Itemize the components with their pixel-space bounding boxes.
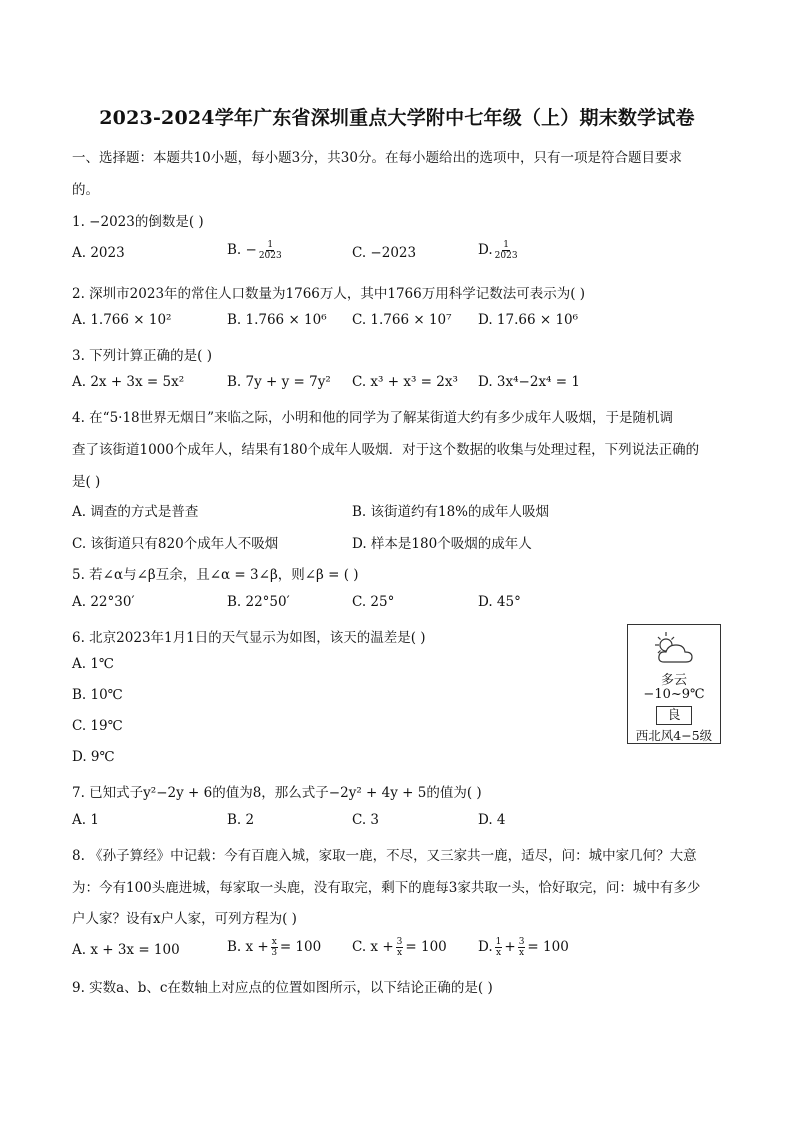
section-instruction-cont: 的。 xyxy=(72,182,99,198)
q6-option-d: D. 9℃ xyxy=(72,749,115,765)
question-8-stem-end: 户人家？设有x户人家，可列方程为( ) xyxy=(72,911,297,927)
q7-option-d: D. 4 xyxy=(478,812,506,828)
fraction: $\frac{1}{2023}$ xyxy=(494,240,518,261)
q2-option-d: D. 17.66 × 10⁶ xyxy=(478,312,579,328)
q2-option-c: C. 1.766 × 10⁷ xyxy=(352,312,452,328)
question-8-stem: 8. 《孙子算经》中记载：今有百鹿入城，家取一鹿，不尽，又三家共一鹿，适尽，问：城中家几何？大意 xyxy=(72,848,697,864)
q1-option-b: B. − $\frac{1}{2023}$ xyxy=(227,240,282,261)
q3-option-a: A. 2x + 3x = 5x² xyxy=(72,374,185,390)
weather-temperature: −10~9℃ xyxy=(643,687,705,702)
question-8-stem-cont: 为：今有100头鹿进城，每家取一头鹿，没有取完，剩下的鹿每3家共取一头，恰好取完，问：城中有多少 xyxy=(72,880,701,896)
section-instruction: 一、选择题：本题共10小题，每小题3分，共30分。在每小题给出的选项中，只有一项是符合题目要求 xyxy=(72,150,682,166)
q5-option-c: C. 25° xyxy=(352,594,395,610)
q8-option-a: A. x + 3x = 100 xyxy=(72,942,180,958)
q8-option-b: B. x + $\frac{x}{3}$ = 100 xyxy=(227,937,322,958)
q4-option-c: C. 该街道只有820个成年人不吸烟 xyxy=(72,536,279,552)
q3-option-d: D. 3x⁴−2x⁴ = 1 xyxy=(478,374,580,390)
q3-option-b: B. 7y + y = 7y² xyxy=(227,374,331,390)
page-title: 2023-2024学年广东省深圳重点大学附中七年级（上）期末数学试卷 xyxy=(99,107,695,129)
fraction: $\frac{x}{3}$ xyxy=(271,937,278,958)
question-4-stem-cont: 查了该街道1000个成年人，结果有180个成年人吸烟．对于这个数据的收集与处理过程，下列说法正确的 xyxy=(72,442,700,458)
q2-option-b: B. 1.766 × 10⁶ xyxy=(227,312,327,328)
fraction: $\frac{1}{x}$ xyxy=(495,937,502,958)
q7-option-a: A. 1 xyxy=(72,812,99,828)
q6-option-c: C. 19℃ xyxy=(72,718,123,734)
question-7-stem: 7. 已知式子y²−2y + 6的值为8，那么式子−2y² + 4y + 5的值为( ) xyxy=(72,785,482,801)
air-quality-badge: 良 xyxy=(656,706,692,725)
question-4-stem-end: 是( ) xyxy=(72,474,101,490)
q6-option-b: B. 10℃ xyxy=(72,687,123,703)
q5-option-b: B. 22°50′ xyxy=(227,594,290,610)
q8-option-c: C. x + $\frac{3}{x}$ = 100 xyxy=(352,937,447,958)
q4-option-d: D. 样本是180个吸烟的成年人 xyxy=(352,536,532,552)
question-4-stem: 4. 在“5·18世界无烟日”来临之际，小明和他的同学为了解某街道大约有多少成年人吸烟，于是随机调 xyxy=(72,410,674,426)
q1-option-d: D. $\frac{1}{2023}$ xyxy=(478,240,518,261)
q3-option-c: C. x³ + x³ = 2x³ xyxy=(352,374,458,390)
fraction: $\frac{3}{x}$ xyxy=(396,937,403,958)
q1-option-a: A. 2023 xyxy=(72,245,125,261)
q5-option-a: A. 22°30′ xyxy=(72,594,135,610)
weather-card xyxy=(627,624,721,744)
question-9-stem: 9. 实数a、b、c在数轴上对应点的位置如图所示，以下结论正确的是( ) xyxy=(72,980,493,996)
q5-option-d: D. 45° xyxy=(478,594,521,610)
q7-option-b: B. 2 xyxy=(227,812,255,828)
q1-option-c: C. −2023 xyxy=(352,245,417,261)
weather-wind: 西北风4−5级 xyxy=(635,728,713,743)
question-5-stem: 5. 若∠α与∠β互余，且∠α = 3∠β，则∠β = ( ) xyxy=(72,567,359,583)
question-2-stem: 2. 深圳市2023年的常住人口数量为1766万人，其中1766万用科学记数法可表示为( ) xyxy=(72,286,586,302)
partly-cloudy-icon xyxy=(650,629,698,667)
weather-condition: 多云 xyxy=(660,673,687,688)
question-3-stem: 3. 下列计算正确的是( ) xyxy=(72,348,212,364)
q2-option-a: A. 1.766 × 10² xyxy=(72,312,172,328)
q8-option-d: D. $\frac{1}{x}$ + $\frac{3}{x}$ = 100 xyxy=(478,937,569,958)
question-1-stem: 1. −2023的倒数是( ) xyxy=(72,214,204,230)
fraction: $\frac{3}{x}$ xyxy=(518,937,525,958)
fraction: $\frac{1}{2023}$ xyxy=(258,240,282,261)
question-6-stem: 6. 北京2023年1月1日的天气显示为如图，该天的温差是( ) xyxy=(72,630,426,646)
q7-option-c: C. 3 xyxy=(352,812,380,828)
q6-option-a: A. 1℃ xyxy=(72,656,115,672)
q4-option-b: B. 该街道约有18%的成年人吸烟 xyxy=(352,504,550,520)
q4-option-a: A. 调查的方式是普查 xyxy=(72,504,199,520)
